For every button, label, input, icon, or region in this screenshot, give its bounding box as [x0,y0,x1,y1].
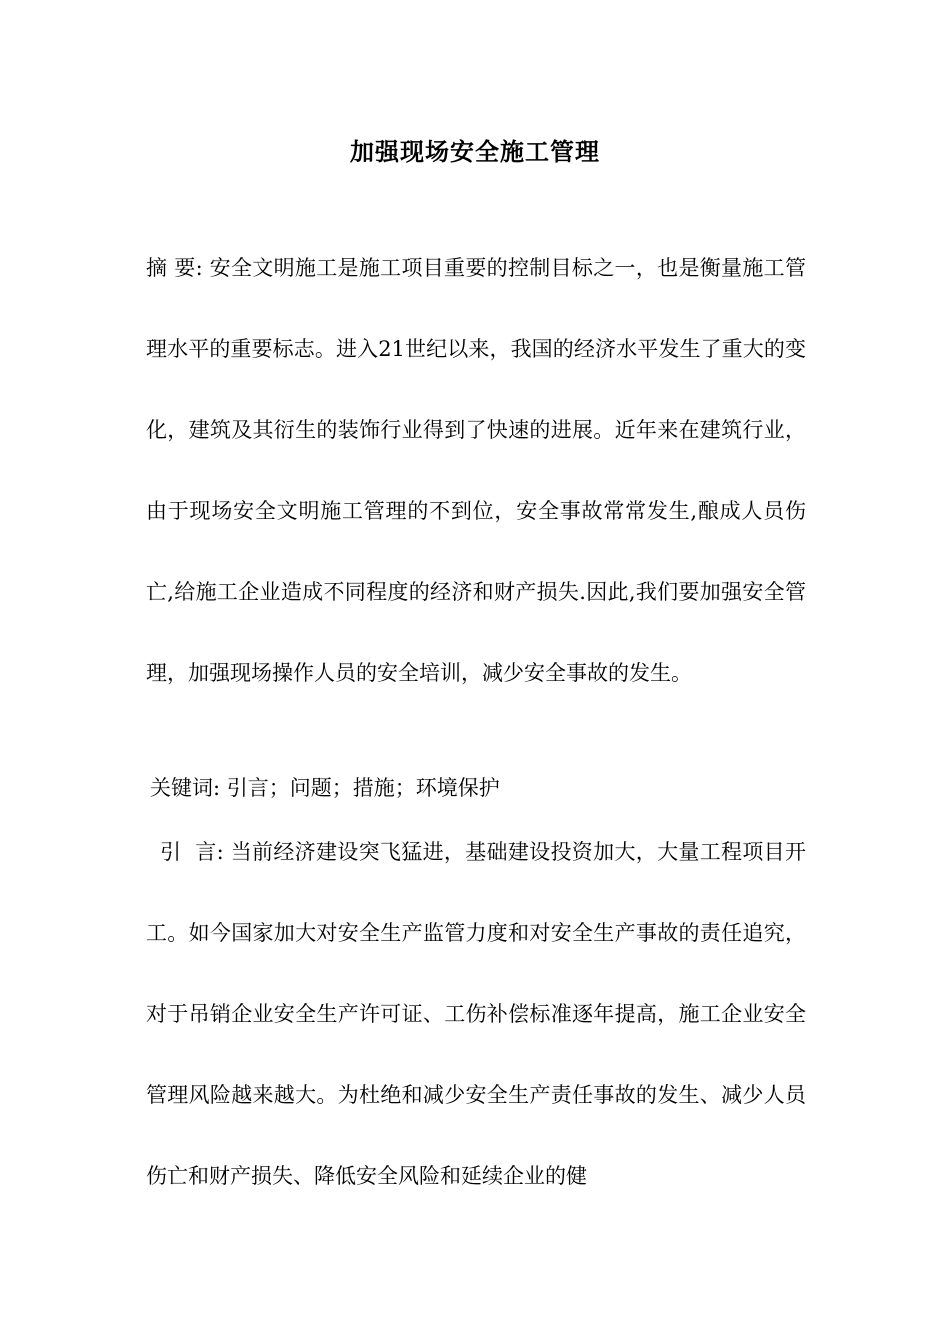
intro-label: 引 言: [146,840,224,864]
keywords-label: 关键词: [150,776,221,800]
keywords-text: 引言；问题；措施；环境保护 [220,776,500,800]
intro-paragraph [146,812,806,1217]
intro-text: 当前经济建设突飞猛进，基础建设投资加大，大量工程项目开工。如今国家加大对安全生产监管力度和对安全生产事故的责任追究，对于吊销企业安全生产许可证、工伤补偿标准逐年提高，施工企业安全管理风险越来越大。为杜绝和减少安全生产责任事故的发生、减少人员伤亡和财产损失、降低安全风险和延续企业的健 [146,840,806,1188]
document-title: 加强现场安全施工管理 [350,137,600,166]
abstract-label: 摘 要: [146,256,203,280]
abstract-text: 安全文明施工是施工项目重要的控制目标之一，也是衡量施工管理水平的重要标志。进入21世纪以来，我国的经济水平发生了重大的变化，建筑及其衍生的装饰行业得到了快速的进展。近年来在建筑行业，由于现场安全文明施工管理的不到位，安全事故常常发生,酿成人员伤亡,给施工企业造成不同程度的经济和财产损失.因此,我们要加强安全管理，加强现场操作人员的安全培训，减少安全事故的发生。 [146,256,806,685]
keywords-line [150,770,806,806]
abstract-paragraph [146,228,806,714]
